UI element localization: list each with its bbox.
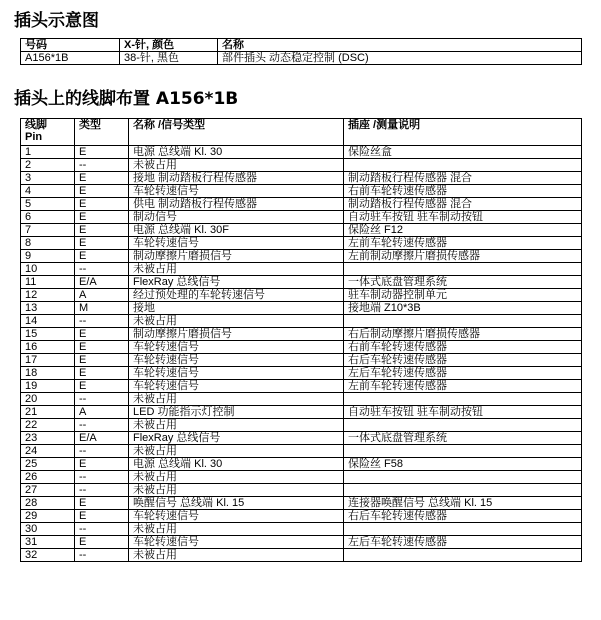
pin-type: M <box>75 302 129 315</box>
pin-type: E <box>75 497 129 510</box>
pin-socket: 保险丝盒 <box>344 146 582 159</box>
pin-number: 8 <box>21 237 75 250</box>
pin-signal-name: 未被占用 <box>129 393 344 406</box>
table-row <box>21 211 582 224</box>
table-row <box>21 484 582 497</box>
pin-signal-name: 唤醒信号 总线端 Kl. 15 <box>129 497 344 510</box>
pin-socket: 保险丝 F58 <box>344 458 582 471</box>
pin-socket: 驻车制动器控制单元 <box>344 289 582 302</box>
table-row <box>21 536 582 549</box>
pin-signal-name: 未被占用 <box>129 549 344 562</box>
pin-type: E <box>75 172 129 185</box>
pin-type: -- <box>75 523 129 536</box>
pin-number: 28 <box>21 497 75 510</box>
pin-socket: 接地端 Z10*3B <box>344 302 582 315</box>
table-row <box>21 302 582 315</box>
pin-signal-name: 车轮转速信号 <box>129 354 344 367</box>
pin-number: 11 <box>21 276 75 289</box>
pin-number: 12 <box>21 289 75 302</box>
pin-number: 21 <box>21 406 75 419</box>
pin-number: 24 <box>21 445 75 458</box>
pin-type: E <box>75 250 129 263</box>
table-row <box>21 289 582 302</box>
pin-type: E <box>75 536 129 549</box>
pin-socket: 一体式底盘管理系统 <box>344 432 582 445</box>
table-row <box>21 445 582 458</box>
header-socket-measurement: 插座 /测量说明 <box>344 119 582 146</box>
pin-type: -- <box>75 445 129 458</box>
page-title: 插头示意图 <box>14 11 99 31</box>
pin-socket: 左后车轮转速传感器 <box>344 536 582 549</box>
pin-socket: 制动踏板行程传感器 混合 <box>344 198 582 211</box>
table-row <box>21 393 582 406</box>
table-row <box>21 523 582 536</box>
table-row <box>21 263 582 276</box>
pin-type: E <box>75 237 129 250</box>
pin-socket <box>344 484 582 497</box>
table-row <box>21 159 582 172</box>
pin-signal-name: FlexRay 总线信号 <box>129 276 344 289</box>
pin-signal-name: 接地 制动踏板行程传感器 <box>129 172 344 185</box>
pin-number: 31 <box>21 536 75 549</box>
pin-signal-name: 制动信号 <box>129 211 344 224</box>
table-row <box>21 237 582 250</box>
pin-type: -- <box>75 263 129 276</box>
pin-type: E <box>75 211 129 224</box>
pin-signal-name: 未被占用 <box>129 471 344 484</box>
pin-signal-name: 未被占用 <box>129 484 344 497</box>
pin-socket <box>344 549 582 562</box>
pin-signal-name: 未被占用 <box>129 445 344 458</box>
header-number: 号码 <box>21 39 120 52</box>
pin-signal-name: FlexRay 总线信号 <box>129 432 344 445</box>
pin-number: 29 <box>21 510 75 523</box>
table-row <box>21 549 582 562</box>
table-row <box>21 328 582 341</box>
pin-socket <box>344 159 582 172</box>
header-type: 类型 <box>75 119 129 146</box>
pin-type: -- <box>75 315 129 328</box>
pin-signal-name: 车轮转速信号 <box>129 510 344 523</box>
pin-number: 15 <box>21 328 75 341</box>
pin-type: E <box>75 354 129 367</box>
pin-type: E <box>75 328 129 341</box>
table-row <box>21 471 582 484</box>
pin-type: -- <box>75 549 129 562</box>
table-row <box>21 224 582 237</box>
pin-type: E <box>75 341 129 354</box>
pin-number: 30 <box>21 523 75 536</box>
pin-socket: 左前车轮转速传感器 <box>344 237 582 250</box>
pin-socket: 左前车轮转速传感器 <box>344 380 582 393</box>
pin-type: -- <box>75 484 129 497</box>
pins-header-row <box>21 119 582 146</box>
pin-socket: 右后车轮转速传感器 <box>344 510 582 523</box>
pin-socket: 一体式底盘管理系统 <box>344 276 582 289</box>
pin-number: 10 <box>21 263 75 276</box>
table-row <box>21 276 582 289</box>
pin-rows <box>21 146 582 562</box>
pin-socket: 连接器唤醒信号 总线端 Kl. 15 <box>344 497 582 510</box>
header-signal-name: 名称 /信号类型 <box>129 119 344 146</box>
table-row <box>21 315 582 328</box>
pin-number: 26 <box>21 471 75 484</box>
connector-pins-color: 38-针, 黑色 <box>120 52 218 65</box>
pin-type: E <box>75 458 129 471</box>
pin-assignment-table <box>20 118 582 562</box>
pin-socket: 自动驻车按钮 驻车制动按钮 <box>344 211 582 224</box>
table-row <box>21 458 582 471</box>
pin-signal-name: 制动摩擦片磨损信号 <box>129 328 344 341</box>
pin-number: 20 <box>21 393 75 406</box>
pin-signal-name: 未被占用 <box>129 419 344 432</box>
pin-number: 1 <box>21 146 75 159</box>
pin-signal-name: 电源 总线端 Kl. 30F <box>129 224 344 237</box>
overview-row <box>21 52 582 65</box>
pin-number: 32 <box>21 549 75 562</box>
pin-type: -- <box>75 393 129 406</box>
table-row <box>21 354 582 367</box>
header-pin <box>21 119 75 146</box>
connector-number: A156*1B <box>21 52 120 65</box>
pin-socket: 右前车轮转速传感器 <box>344 185 582 198</box>
pin-signal-name: 未被占用 <box>129 523 344 536</box>
table-row <box>21 341 582 354</box>
pin-type: E <box>75 510 129 523</box>
pin-socket: 左前制动摩擦片磨损传感器 <box>344 250 582 263</box>
pin-signal-name: 车轮转速信号 <box>129 380 344 393</box>
pin-type: E <box>75 380 129 393</box>
pin-number: 27 <box>21 484 75 497</box>
pin-signal-name: 电源 总线端 Kl. 30 <box>129 458 344 471</box>
pin-socket: 左后车轮转速传感器 <box>344 367 582 380</box>
pin-signal-name: 供电 制动踏板行程传感器 <box>129 198 344 211</box>
pin-signal-name: 车轮转速信号 <box>129 536 344 549</box>
pin-type: -- <box>75 159 129 172</box>
pin-socket <box>344 445 582 458</box>
pin-signal-name: 车轮转速信号 <box>129 367 344 380</box>
pin-socket <box>344 419 582 432</box>
pin-number: 17 <box>21 354 75 367</box>
pin-signal-name: 车轮转速信号 <box>129 341 344 354</box>
pin-signal-name: 电源 总线端 Kl. 30 <box>129 146 344 159</box>
pin-socket <box>344 523 582 536</box>
pin-number: 14 <box>21 315 75 328</box>
pin-socket <box>344 315 582 328</box>
pin-socket <box>344 263 582 276</box>
header-pin-label: 线脚 Pin <box>25 119 47 143</box>
pin-socket: 保险丝 F12 <box>344 224 582 237</box>
table-row <box>21 250 582 263</box>
pin-number: 7 <box>21 224 75 237</box>
header-name: 名称 <box>218 39 582 52</box>
pin-number: 6 <box>21 211 75 224</box>
table-row <box>21 146 582 159</box>
pin-type: E/A <box>75 276 129 289</box>
table-row <box>21 172 582 185</box>
pin-type: -- <box>75 419 129 432</box>
pin-signal-name: 车轮转速信号 <box>129 185 344 198</box>
pin-signal-name: 未被占用 <box>129 263 344 276</box>
table-row <box>21 198 582 211</box>
pin-socket: 右后制动摩擦片磨损传感器 <box>344 328 582 341</box>
pin-type: E <box>75 185 129 198</box>
pin-socket: 右前车轮转速传感器 <box>344 341 582 354</box>
pin-number: 4 <box>21 185 75 198</box>
pin-type: -- <box>75 471 129 484</box>
pin-socket: 自动驻车按钮 驻车制动按钮 <box>344 406 582 419</box>
table-row <box>21 406 582 419</box>
table-row <box>21 367 582 380</box>
table-row <box>21 432 582 445</box>
pin-type: E <box>75 224 129 237</box>
pin-signal-name: 车轮转速信号 <box>129 237 344 250</box>
pin-signal-name: 接地 <box>129 302 344 315</box>
pin-number: 16 <box>21 341 75 354</box>
pin-number: 23 <box>21 432 75 445</box>
pin-type: A <box>75 406 129 419</box>
pin-type: E <box>75 367 129 380</box>
pin-socket <box>344 471 582 484</box>
pin-socket: 制动踏板行程传感器 混合 <box>344 172 582 185</box>
pin-number: 25 <box>21 458 75 471</box>
table-row <box>21 185 582 198</box>
pin-number: 13 <box>21 302 75 315</box>
pin-number: 2 <box>21 159 75 172</box>
table-row <box>21 497 582 510</box>
pin-type: E <box>75 146 129 159</box>
pin-number: 19 <box>21 380 75 393</box>
pin-number: 18 <box>21 367 75 380</box>
table-row <box>21 510 582 523</box>
pin-socket: 右后车轮转速传感器 <box>344 354 582 367</box>
table-row <box>21 380 582 393</box>
overview-header-row <box>21 39 582 52</box>
pin-socket <box>344 393 582 406</box>
header-pins-color: X-针, 颜色 <box>120 39 218 52</box>
pin-signal-name: 制动摩擦片磨损信号 <box>129 250 344 263</box>
pin-number: 22 <box>21 419 75 432</box>
connector-name: 部件插头 动态稳定控制 (DSC) <box>218 52 582 65</box>
pin-signal-name: 未被占用 <box>129 315 344 328</box>
table-row <box>21 419 582 432</box>
section-title: 插头上的线脚布置 A156*1B <box>14 89 239 109</box>
pin-number: 3 <box>21 172 75 185</box>
pin-type: A <box>75 289 129 302</box>
pin-signal-name: LED 功能指示灯控制 <box>129 406 344 419</box>
connector-overview-table <box>20 38 582 65</box>
pin-type: E/A <box>75 432 129 445</box>
pin-signal-name: 未被占用 <box>129 159 344 172</box>
pin-number: 9 <box>21 250 75 263</box>
pin-number: 5 <box>21 198 75 211</box>
pin-signal-name: 经过预处理的车轮转速信号 <box>129 289 344 302</box>
pin-type: E <box>75 198 129 211</box>
